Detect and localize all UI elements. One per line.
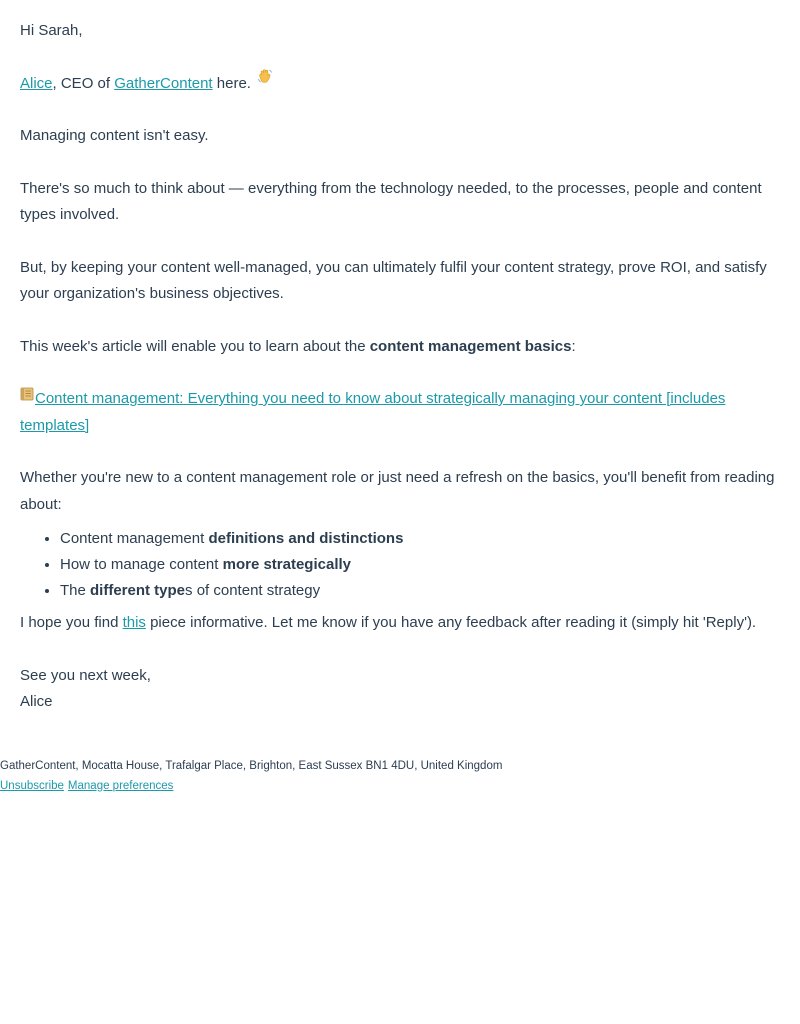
article-intro-bold: content management basics bbox=[369, 337, 572, 355]
list-item bbox=[60, 552, 780, 578]
intro-line bbox=[20, 71, 780, 98]
paragraph-but: But, by keeping your content well-managed, you can ultimately fulfil your content strategy, prove ROI, and satisfy your organization's business objectives. bbox=[20, 258, 767, 302]
company-link[interactable]: GatherContent bbox=[114, 74, 213, 92]
paragraph-article-intro bbox=[20, 334, 780, 361]
signoff-name: Alice bbox=[20, 693, 53, 710]
manage-preferences-link[interactable]: Manage preferences bbox=[67, 779, 174, 792]
signoff-line: See you next week, bbox=[20, 666, 151, 684]
list-item-text: How to manage content bbox=[60, 556, 223, 573]
paragraph-think: There's so much to think about — everything from the technology needed, to the processes, people and content types involved. bbox=[20, 179, 762, 223]
email-footer bbox=[0, 756, 800, 796]
footer-links bbox=[0, 776, 800, 796]
benefits-list bbox=[20, 526, 780, 604]
list-item-bold: different type bbox=[90, 582, 186, 599]
waving-hand-icon bbox=[257, 67, 273, 83]
list-item-bold: more strategically bbox=[222, 556, 352, 573]
intro-text-middle: , CEO of bbox=[52, 74, 115, 92]
intro-text-end: here. bbox=[212, 74, 251, 92]
list-item-text: The bbox=[60, 582, 91, 599]
unsubscribe-link[interactable]: Unsubscribe bbox=[0, 779, 64, 792]
signoff bbox=[20, 663, 780, 716]
list-item bbox=[60, 578, 780, 604]
sender-name-link[interactable]: Alice bbox=[20, 74, 53, 92]
article-intro-end: : bbox=[571, 337, 576, 355]
hope-after: piece informative. Let me know if you have any feedback after reading it (simply hit 'Reply'). bbox=[145, 614, 757, 631]
paragraph-easy: Managing content isn't easy. bbox=[20, 127, 209, 144]
list-item bbox=[60, 526, 780, 552]
paragraph-whether: Whether you're new to a content management role or just need a refresh on the basics, you'll benefit from reading about: bbox=[20, 469, 775, 513]
article-link-line bbox=[20, 386, 780, 439]
list-item-after: s of content strategy bbox=[185, 582, 321, 599]
article-link[interactable]: Content management: Everything you need to know about strategically managing your content [includes templates] bbox=[20, 390, 726, 434]
list-item-bold: definitions and distinctions bbox=[208, 530, 404, 547]
list-item-text: Content management bbox=[60, 530, 209, 547]
greeting: Hi Sarah, bbox=[20, 22, 83, 39]
footer-address: GatherContent, Mocatta House, Trafalgar Place, Brighton, East Sussex BN1 4DU, United Kingdom bbox=[0, 759, 503, 772]
hope-before: I hope you find bbox=[20, 614, 123, 631]
article-intro-text: This week's article will enable you to learn about the bbox=[20, 337, 370, 355]
this-link[interactable]: this bbox=[122, 614, 146, 631]
document-icon bbox=[20, 384, 34, 398]
paragraph-hope bbox=[20, 610, 780, 637]
